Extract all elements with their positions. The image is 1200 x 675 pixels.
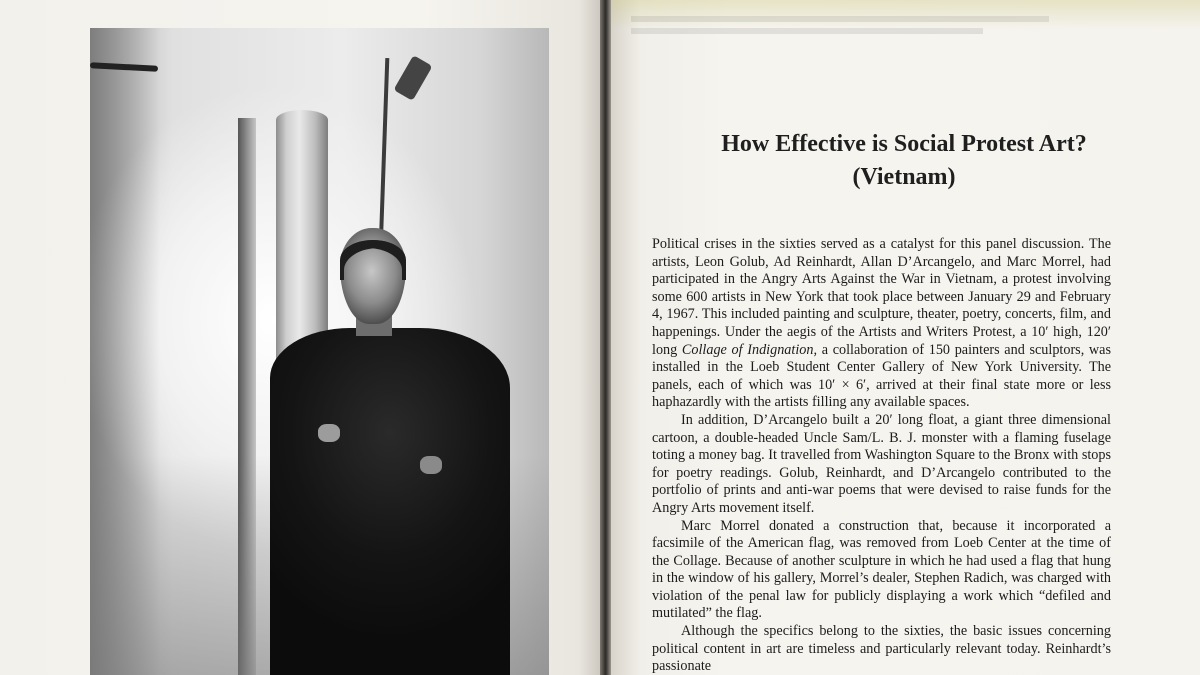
dark-sweater (270, 328, 510, 675)
paragraph: Although the specifics belong to the sixties, the basic issues concerning political content in art are timeless and particularly relevant today. Reinhardt’s passionate (652, 623, 1111, 675)
portrait-photograph (90, 28, 549, 675)
hair (340, 240, 406, 280)
article-title (652, 128, 1156, 194)
left-hand (318, 424, 340, 442)
paragraph: In addition, D’Arcangelo built a 20′ long float, a giant three dimensional cartoon, a double-headed Uncle Sam/L. B. J. monster with a flaming fuselage toting a money bag. It travelled from Washington Square to the Bronx with stops for poetry readings. Golub, Reinhardt, and D’Arcangelo contributed to the portfolio of prints and anti-war poems that were devised to raise funds for the Angry Arts movement itself. (652, 411, 1111, 516)
paragraph-text: a collaboration of 150 painters and sculptors, was installed in the Loeb Student Center Gallery of New York University. The panels, each of which was 10′ × 6′, arrived at their final state more or less haphazardly with the artists filling any available spaces. (652, 341, 1111, 411)
article-title-line-1: How Effective is Social Protest Art? (721, 131, 1087, 157)
right-page (611, 0, 1200, 675)
wall-mark (393, 55, 432, 101)
article-title-line-2: (Vietnam) (852, 164, 956, 190)
standing-man-figure (270, 228, 510, 675)
artwork-title: Collage of Indignation, (681, 341, 818, 358)
show-through-text (631, 10, 1071, 40)
article-body (652, 236, 1111, 675)
paragraph-text: Political crises in the sixties served as a catalyst for this panel discussion. The artists, Leon Golub, Ad Reinhardt, Allan D’Arcangelo, and Marc Morrel, had participated in the Angry Arts Against the War in Vietnam, a protest involving some 600 artists in New York that took place between January 29 and February 4, 1967. This included painting and sculpture, theater, poetry, concerts, film, and happenings. Under the aegis of the Artists and Writers Protest, a 10′ high, 120′ long (652, 236, 1111, 358)
paragraph: Marc Morrel donated a construction that, because it incorporated a facsimile of the American flag, was removed from Loeb Center at the time of the Collage. Because of another sculpture in which he had used a flag that hung in the window of his gallery, Morrel’s dealer, Stephen Radich, was charged with violation of the penal law for publicly displaying a work which “defiled and mutilated” the flag. (652, 517, 1111, 622)
thin-rod (379, 58, 390, 248)
right-hand (420, 456, 442, 474)
paragraph (652, 236, 1111, 412)
